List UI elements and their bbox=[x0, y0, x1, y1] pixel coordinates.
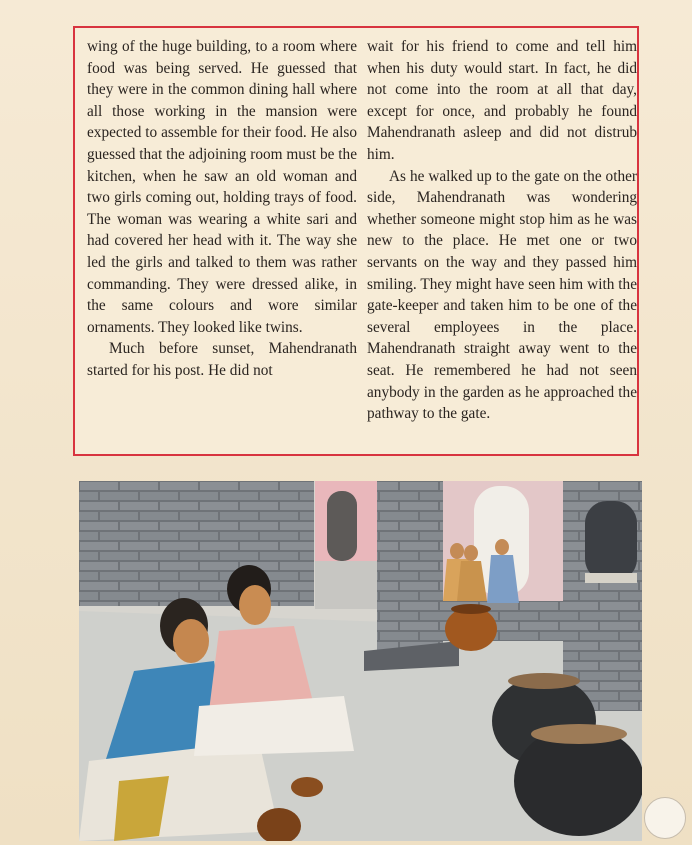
library-stamp-icon bbox=[644, 797, 686, 839]
dining-hall-illustration bbox=[79, 481, 642, 841]
paragraph-4: As he walked up to the gate on the other side, Mahendranath was wondering whether someone might stop him as he was new to the place. He met one or two servants on the way and they passed him smiling. They might have seen him with the gate-keeper and taken him to be one of the several employees in the place. Mahendranath straight away went to the seat. He remembered he had not seen anybody in the garden as he approached the pathway to the gate. bbox=[367, 167, 637, 423]
paragraph-1: wing of the huge building, to a room where food was being served. He guessed that they were in the common dining hall where all those working in the mansion were expected to assemble for their food. He also guessed that the adjoining room must be the kitchen, when he saw an old woman and two girls coming out, holding trays of food. The woman was wearing a white sari and had covered her head with it. The way she led the girls and talked to them was rather commanding. They were dressed alike, in the same colours and wore similar ornaments. They looked like twins. bbox=[87, 38, 357, 336]
right-column bbox=[367, 36, 637, 425]
paragraph-3: wait for his friend to come and tell him when his duty would start. In fact, he did not come into the room at all that day, except for once, and probably he found Mahendranath asleep and did not distrub him. bbox=[367, 38, 637, 163]
paragraph-2: Much before sunset, Mahendranath started for his post. He did not bbox=[87, 340, 357, 379]
story-text-frame bbox=[73, 26, 639, 456]
left-column bbox=[87, 36, 357, 382]
